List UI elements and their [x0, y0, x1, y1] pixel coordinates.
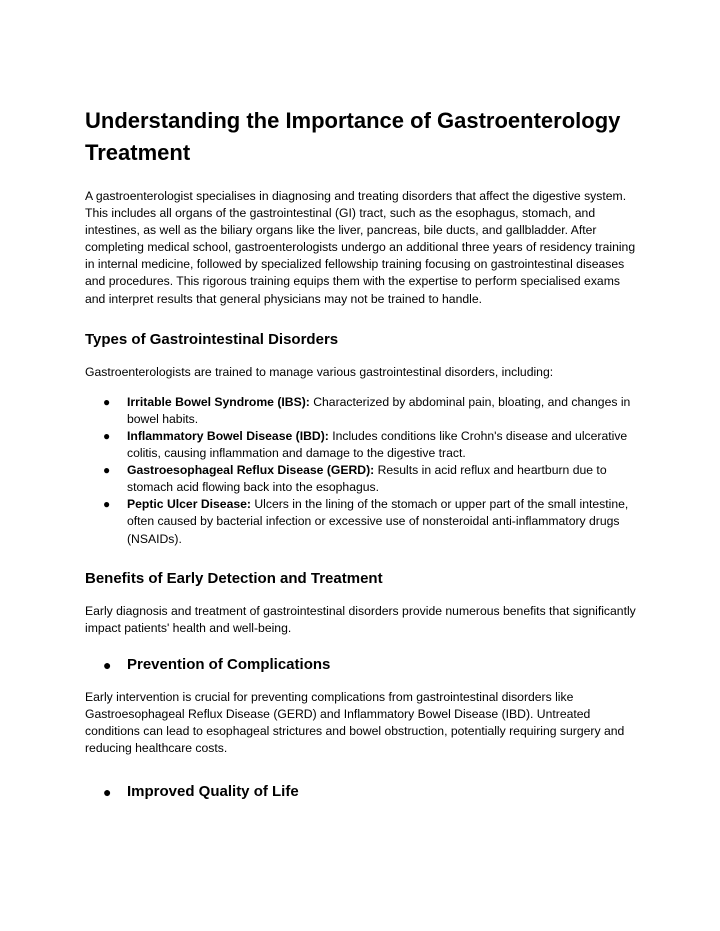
list-item	[85, 496, 640, 547]
benefits-intro-paragraph: Early diagnosis and treatment of gastrointestinal disorders provide numerous benefits that significantly impact patients' health and well-being.	[85, 603, 636, 635]
prevention-paragraph: Early intervention is crucial for preventing complications from gastrointestinal disorders like Gastroesophageal Reflux Disease (GERD) and Inflammatory Bowel Disease (IBD). Untreated conditions can lead to esophageal strictures and bowel obstruction, potentially requiring surgery and reducing healthcare costs.	[85, 689, 625, 756]
bullet-icon: ●	[103, 463, 111, 478]
page-title: Understanding the Importance of Gastroenterology Treatment	[85, 108, 621, 165]
benefits-heading: Benefits of Early Detection and Treatment	[85, 569, 383, 587]
list-item	[85, 428, 640, 462]
quality-heading	[85, 782, 640, 802]
bullet-icon: ●	[103, 656, 112, 673]
bullet-icon: ●	[103, 428, 111, 443]
list-item-desc: Results in acid reflux and heartburn due to stomach acid flowing back into the esophagus.	[127, 463, 607, 495]
list-item	[85, 394, 640, 428]
bullet-icon: ●	[103, 784, 112, 801]
disorders-list	[85, 394, 640, 548]
prevention-heading	[85, 655, 640, 675]
bullet-icon: ●	[103, 394, 111, 409]
list-item	[85, 462, 640, 496]
bullet-icon: ●	[103, 497, 111, 512]
quality-heading-text: Improved Quality of Life	[127, 783, 299, 801]
types-intro-paragraph: Gastroenterologists are trained to manage various gastrointestinal disorders, including:	[85, 364, 554, 379]
intro-paragraph: A gastroenterologist specialises in diagnosing and treating disorders that affect the digestive system. This includes all organs of the gastrointestinal (GI) tract, such as the esophagus, stomach, and intestines, as well as the biliary organs like the liver, pancreas, bile ducts, and gallbladder. After completing medical school, gastroenterologists undergo an additional three years of residency training in internal medicine, followed by specialized fellowship training focusing on gastrointestinal diseases and procedures. This rigorous training equips them with the expertise to perform specialised exams and interpret results that general physicians may not be trained to handle.	[85, 189, 636, 306]
list-item-term: Peptic Ulcer Disease:	[127, 497, 251, 512]
list-item-desc: Includes conditions like Crohn's disease and ulcerative colitis, causing inflammation and damage to the digestive tract.	[127, 428, 628, 461]
list-item-term: Gastroesophageal Reflux Disease (GERD):	[127, 463, 375, 478]
list-item-term: Inflammatory Bowel Disease (IBD):	[127, 428, 329, 443]
prevention-heading-text: Prevention of Complications	[127, 655, 331, 673]
list-item-term: Irritable Bowel Syndrome (IBS):	[127, 394, 310, 409]
types-heading: Types of Gastrointestinal Disorders	[85, 330, 339, 348]
list-item-desc: Ulcers in the lining of the stomach or upper part of the small intestine, often caused by bacterial infection or excessive use of nonsteroidal anti-inflammatory drugs (NSAIDs).	[127, 497, 629, 546]
document-body	[85, 105, 640, 802]
list-item-desc: Characterized by abdominal pain, bloating, and changes in bowel habits.	[127, 394, 631, 426]
